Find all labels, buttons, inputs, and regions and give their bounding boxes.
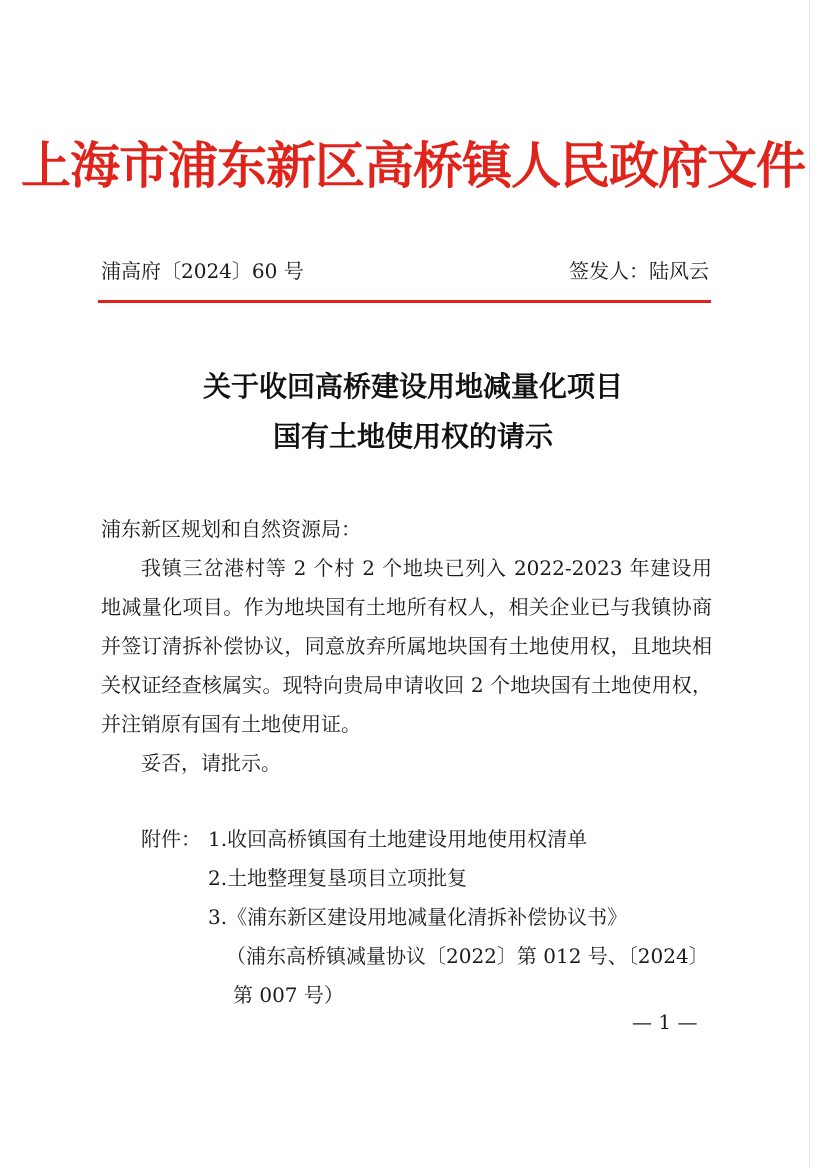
attachments-label: 附件： (141, 827, 201, 851)
red-divider-rule (98, 300, 711, 303)
issuer-signature: 签发人：陆风云 (569, 259, 709, 283)
page-number: — 1 — (632, 1010, 698, 1034)
attachment-item-1: 1.收回高桥镇国有土地建设用地使用权清单 (208, 827, 588, 851)
attachment-item-2: 2.土地整理复垦项目立项批复 (208, 866, 468, 890)
attachment-item-3-note-line-2: 第 007 号） (233, 983, 344, 1007)
issuing-authority-header: 上海市浦东新区高桥镇人民政府文件 (21, 136, 805, 195)
attachment-item-3: 3.《浦东新区建设用地减量化清拆补偿协议书》 (208, 905, 628, 929)
document-title-line-2: 国有土地使用权的请示 (272, 420, 553, 453)
document-title (0, 362, 826, 462)
document-number: 浦高府〔2024〕60 号 (101, 259, 304, 283)
attachment-item-3-note-line-1: （浦东高桥镇减量协议〔2022〕第 012 号、〔2024〕 (226, 944, 709, 968)
document-body (101, 510, 712, 783)
recipient-line: 浦东新区规划和自然资源局： (101, 517, 361, 541)
body-paragraph-2: 妥否，请批示。 (141, 751, 281, 775)
body-paragraph-1: 我镇三岔港村等 2 个村 2 个地块已列入 2022-2023 年建设用地减量化项目。作为地块国有土地所有权人，相关企业已与我镇协商并签订清拆补偿协议，同意放弃所属地块国有土地使用权，且地块相关权证经查核属实。现特向贵局申请收回 2 个地块国有土地使用权，并注销原有国有土地使用证。 (101, 556, 712, 736)
document-title-line-1: 关于收回高桥建设用地减量化项目 (202, 370, 623, 403)
